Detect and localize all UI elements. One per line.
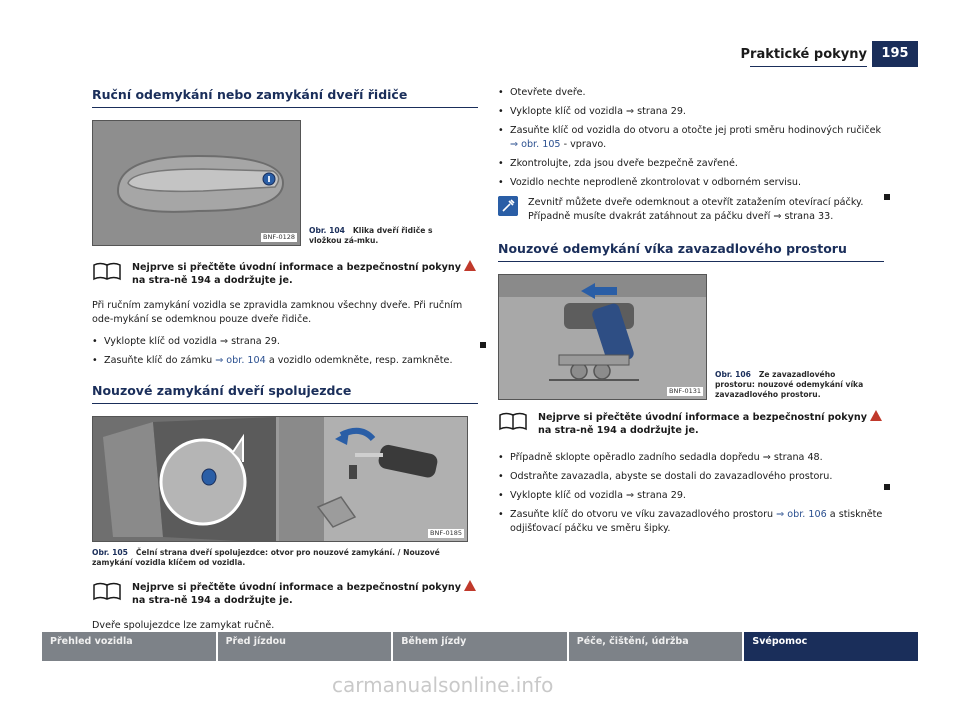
step-text: Zasuňte klíč do otvoru ve víku zavazadlového prostoru — [510, 509, 774, 520]
figure-105-code: BNF-0185 — [430, 529, 462, 537]
list-item: • Případně sklopte opěradlo zadního sedadla dopředu ⇒ strana 48. — [498, 451, 884, 465]
section-title-passenger-door: Nouzové zamykání dveří spolujezdce — [92, 384, 478, 404]
list-item: • Zkontrolujte, zda jsou dveře bezpečně zavřené. — [498, 157, 884, 171]
figure-106-caption-text: Ze zavazadlového prostoru: nouzové odemykání víka zavazadlového prostoru. — [715, 370, 864, 399]
left-column — [92, 88, 478, 633]
list-item: • Vyklopte klíč od vozidla ⇒ strana 29. — [498, 489, 884, 503]
chapter-navigation — [42, 632, 918, 661]
tip-text: Zevnitř můžete dveře odemknout a otevřít zatažením otevírací páčky. Případně musíte dvakrát zatáhnout za páčku dveří ⇒ strana 33. — [528, 197, 864, 222]
figure-106-code: BNF-0131 — [669, 387, 701, 395]
figure-105-number: Obr. 105 — [92, 548, 128, 557]
section-title-trunk-lid: Nouzové odemykání víka zavazadlového prostoru — [498, 242, 884, 262]
safety-note-3 — [498, 410, 884, 437]
nav-tab-care-cleaning[interactable]: Péče, čištění, údržba — [569, 632, 743, 661]
figure-104-caption — [309, 226, 459, 246]
driver-door-steps — [92, 335, 478, 368]
trunk-lid-illustration — [499, 275, 707, 400]
figure-104-link[interactable]: ⇒ obr. 104 — [215, 355, 266, 366]
figure-104-code: BNF-0128 — [263, 233, 295, 241]
figure-104-image — [92, 120, 301, 246]
list-item: • Vozidlo nechte neprodleně zkontrolovat v odborném servisu. — [498, 176, 884, 190]
nav-tab-self-help[interactable]: Svépomoc — [744, 632, 918, 661]
note-3-text-end: na stra-ně 194 a dodržujte je. — [538, 425, 699, 436]
list-item: • Odstraňte zavazadla, abyste se dostali do zavazadlového prostoru. — [498, 470, 884, 484]
step-text: a vozidlo odemkněte, resp. zamkněte. — [268, 355, 453, 366]
chapter-title: Praktické pokyny — [740, 47, 867, 62]
note-1-text-end: na stra-ně 194 a dodržujte je. — [132, 275, 293, 286]
step-text: Zasuňte klíč do zámku — [104, 355, 213, 366]
tip-box — [498, 196, 884, 224]
step-text: a stiskněte odjišťovací páčku ve směru šipky. — [510, 509, 883, 534]
list-item — [92, 354, 478, 368]
note-1-text-start: Nejprve si přečtěte úvodní informace a bezpečnostní pokyny — [132, 262, 461, 273]
safety-note-1 — [92, 260, 478, 287]
figure-104-number: Obr. 104 — [309, 226, 345, 235]
note-2-text-start: Nejprve si přečtěte úvodní informace a bezpečnostní pokyny — [132, 582, 461, 593]
open-book-icon — [92, 261, 122, 281]
info-tip-icon — [498, 196, 518, 216]
passenger-door-steps — [498, 86, 884, 190]
list-item — [498, 124, 884, 152]
note-3-text-start: Nejprve si přečtěte úvodní informace a bezpečnostní pokyny — [538, 412, 867, 423]
paragraph-passenger-lock: Dveře spolujezdce lze zamykat ručně. — [92, 620, 275, 631]
step-text: - vpravo. — [563, 139, 607, 150]
page-number: 195 — [872, 41, 918, 67]
open-book-icon — [498, 411, 528, 431]
warning-triangle-icon — [464, 580, 476, 591]
right-column — [498, 86, 884, 541]
section-end-mark — [884, 194, 890, 200]
section-end-mark — [480, 342, 486, 348]
step-text: Zasuňte klíč od vozidla do otvoru a otočte jej proti směru hodinových ručiček — [510, 125, 882, 136]
list-item: • Otevřete dveře. — [498, 86, 884, 100]
watermark: carmanualsonline.info — [332, 673, 554, 697]
figure-105-caption — [92, 548, 478, 568]
open-book-icon — [92, 581, 122, 601]
list-item — [498, 508, 884, 536]
figure-105-image — [92, 416, 468, 542]
figure-106-image — [498, 274, 707, 400]
figure-106-caption — [715, 370, 865, 400]
passenger-door-illustration — [93, 417, 468, 542]
note-2-text-end: na stra-ně 194 a dodržujte je. — [132, 595, 293, 606]
paragraph-manual-lock: Při ručním zamykání vozidla se zpravidla zamknou všechny dveře. Při ručním ode-mykání se odemknou pouze dveře řidiče. — [92, 300, 463, 325]
figure-104-caption-text: Klika dveří řidiče s vložkou zá-mku. — [309, 226, 433, 245]
figure-105-link[interactable]: ⇒ obr. 105 — [510, 139, 561, 150]
nav-tab-while-driving[interactable]: Během jízdy — [393, 632, 567, 661]
figure-105-caption-text: Čelní strana dveří spolujezdce: otvor pro nouzové zamykání. / Nouzové zamykání vozidla klíčem od vozidla. — [92, 548, 440, 567]
section-title-driver-door: Ruční odemykání nebo zamykání dveří řidiče — [92, 88, 478, 108]
door-handle-illustration — [93, 121, 301, 246]
header-rule — [750, 66, 867, 67]
safety-note-2 — [92, 580, 478, 607]
nav-tab-vehicle-overview[interactable]: Přehled vozidla — [42, 632, 216, 661]
figure-104-row — [92, 120, 478, 246]
nav-tab-before-driving[interactable]: Před jízdou — [218, 632, 392, 661]
figure-106-number: Obr. 106 — [715, 370, 751, 379]
warning-triangle-icon — [464, 260, 476, 271]
list-item: • Vyklopte klíč od vozidla ⇒ strana 29. — [498, 105, 884, 119]
figure-106-link[interactable]: ⇒ obr. 106 — [776, 509, 827, 520]
list-item: • Vyklopte klíč od vozidla ⇒ strana 29. — [92, 335, 478, 349]
trunk-lid-steps — [498, 451, 884, 536]
warning-triangle-icon — [870, 410, 882, 421]
figure-106-row — [498, 274, 884, 400]
section-end-mark — [884, 484, 890, 490]
